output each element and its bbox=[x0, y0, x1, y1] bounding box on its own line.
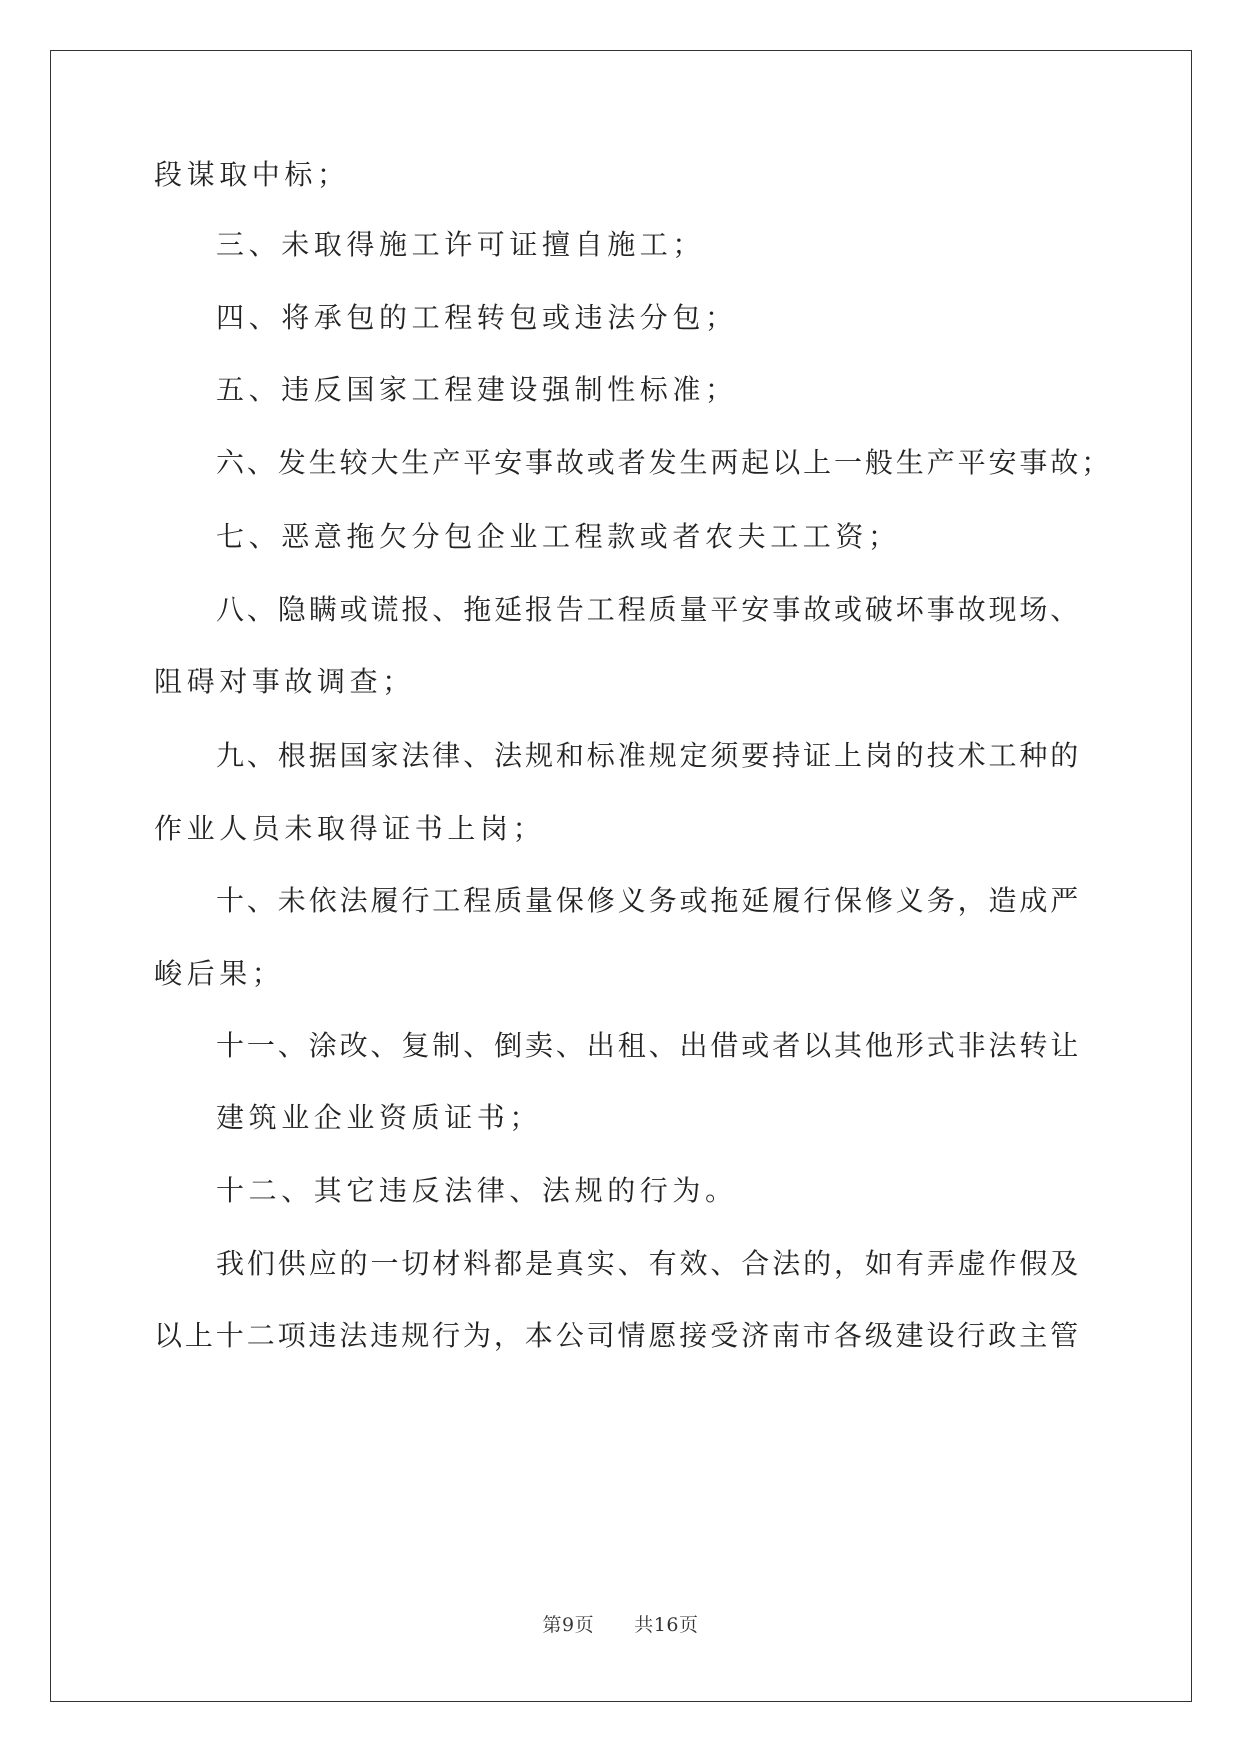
text-line: 以上十二项违法违规行为，本公司情愿接受济南市各级建设行政主管 bbox=[154, 1319, 1082, 1352]
page-footer bbox=[0, 1610, 1241, 1637]
text-line: 五、违反国家工程建设强制性标准； bbox=[216, 373, 738, 406]
page-number: 第9页 bbox=[542, 1614, 595, 1636]
text-line: 段谋取中标； bbox=[154, 158, 350, 191]
text-line: 阻碍对事故调查； bbox=[154, 665, 415, 698]
text-line: 峻后果； bbox=[154, 957, 285, 990]
text-line: 建筑业企业资质证书； bbox=[216, 1101, 543, 1134]
page-total: 共16页 bbox=[634, 1614, 699, 1636]
text-line: 作业人员未取得证书上岗； bbox=[154, 812, 546, 845]
text-line: 四、将承包的工程转包或违法分包； bbox=[216, 301, 738, 334]
text-line: 三、未取得施工许可证擅自施工； bbox=[216, 228, 706, 261]
text-line: 六、发生较大生产平安事故或者发生两起以上一般生产平安事故； bbox=[216, 446, 1113, 479]
text-line: 七、恶意拖欠分包企业工程款或者农夫工工资； bbox=[216, 520, 901, 553]
text-line: 十二、其它违反法律、法规的行为。 bbox=[216, 1174, 738, 1207]
text-line: 十一、涂改、复制、倒卖、出租、出借或者以其他形式非法转让 bbox=[216, 1029, 1082, 1062]
text-line: 八、隐瞒或谎报、拖延报告工程质量平安事故或破坏事故现场、 bbox=[216, 593, 1082, 626]
text-line: 十、未依法履行工程质量保修义务或拖延履行保修义务，造成严 bbox=[216, 884, 1082, 917]
text-line: 九、根据国家法律、法规和标准规定须要持证上岗的技术工种的 bbox=[216, 739, 1082, 772]
text-line: 我们供应的一切材料都是真实、有效、合法的，如有弄虚作假及 bbox=[216, 1247, 1082, 1280]
